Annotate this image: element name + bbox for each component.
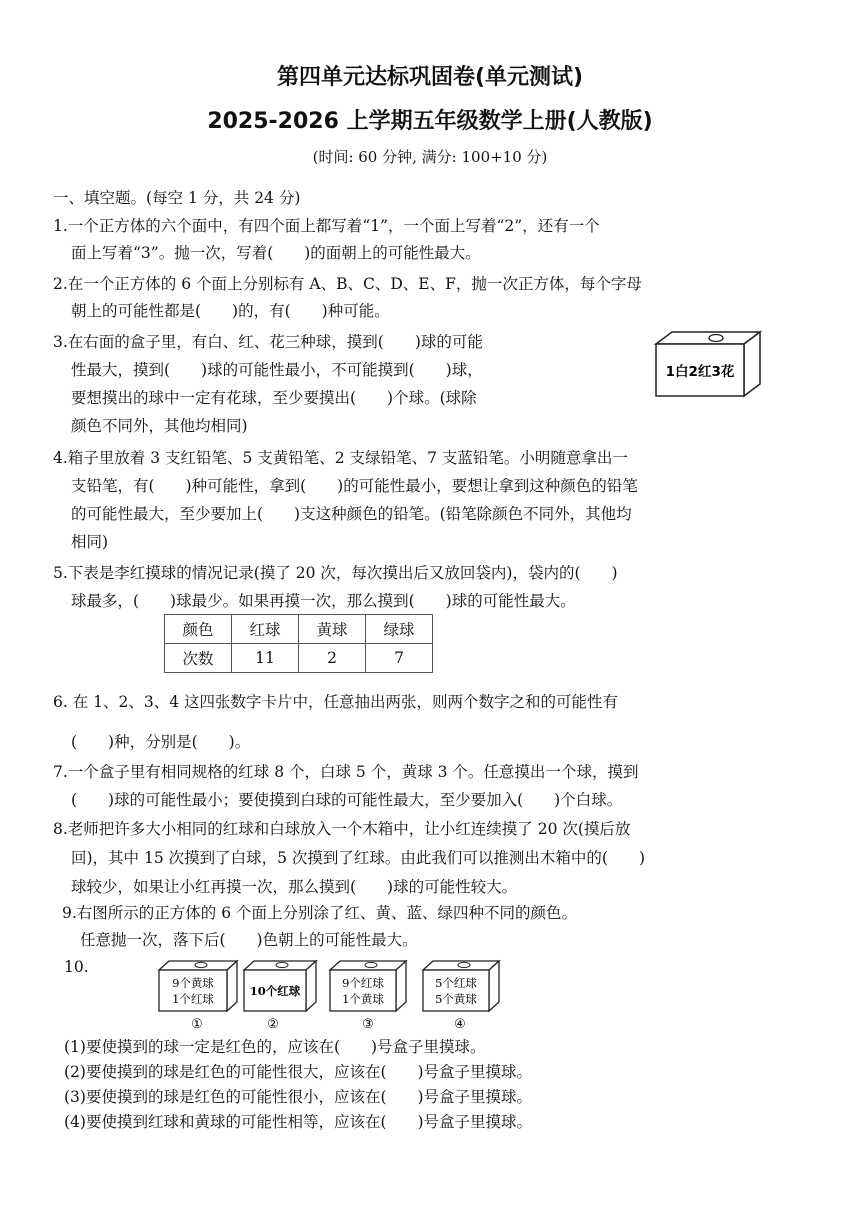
q1-line2: 面上写着“3”。抛一次，写着( )的面朝上的可能性最大。	[71, 244, 481, 262]
box-label-line2: 1个红球	[172, 992, 214, 1006]
q9-line1: 9.右图所示的正方体的 6 个面上分别涂了红、黄、蓝、绿四种不同的颜色。	[62, 904, 578, 922]
q7-line1: 7.一个盒子里有相同规格的红球 8 个，白球 5 个，黄球 3 个。任意摸出一个球，摸到	[53, 763, 639, 781]
box-label-line2: 5个黄球	[435, 992, 477, 1006]
box-number: ②	[267, 1017, 279, 1032]
q2-line1: 2.在一个正方体的 6 个面上分别标有 A、B、C、D、E、F，抛一次正方体，每个字母	[53, 275, 642, 293]
q5-line1: 5.下表是李红摸球的情况记录(摸了 20 次，每次摸出后又放回袋内)，袋内的( )	[53, 564, 618, 582]
q10-number: 10.	[64, 958, 89, 976]
q10-boxes-illustration	[155, 958, 505, 1033]
box-number: ③	[362, 1017, 374, 1032]
q3-line4: 颜色不同外，其他均相同)	[71, 417, 248, 435]
box-label-line1: 10个红球	[249, 984, 301, 998]
exam-subtitle: 2025-2026 上学期五年级数学上册(人教版)	[207, 109, 653, 134]
box-2	[244, 961, 316, 1032]
q4-line1: 4.箱子里放着 3 支红铅笔、5 支黄铅笔、2 支绿铅笔、7 支蓝铅笔。小明随意拿出一	[53, 449, 628, 467]
exam-title: 第四单元达标巩固卷(单元测试)	[276, 65, 584, 90]
q4-line3: 的可能性最大，至少要加上( )支这种颜色的铅笔。(铅笔除颜色不同外，其他均	[71, 505, 632, 523]
q4-line4: 相同)	[71, 533, 109, 551]
q7-line2: ( )球的可能性最小；要使摸到白球的可能性最大，至少要加入( )个白球。	[71, 791, 623, 809]
table-header-row	[165, 615, 433, 644]
table-cell: 红球	[232, 615, 299, 644]
q6-line2: ( )种，分别是( )。	[71, 733, 251, 751]
exam-time-score: (时间: 60 分钟, 满分: 100+10 分)	[312, 148, 548, 166]
section-heading: 一、填空题。(每空 1 分，共 24 分)	[53, 189, 301, 207]
q3-line3: 要想摸出的球中一定有花球，至少要摸出( )个球。(球除	[71, 389, 477, 407]
table-cell: 黄球	[299, 615, 366, 644]
q3-line2: 性最大，摸到( )球的可能性最小，不可能摸到( )球，	[71, 361, 483, 379]
box-label-line1: 9个红球	[342, 976, 384, 990]
q4-line2: 支铅笔，有( )种可能性，拿到( )的可能性最小，要想让拿到这种颜色的铅笔	[71, 477, 638, 495]
q8-line3: 球较少，如果让小红再摸一次，那么摸到( )球的可能性较大。	[71, 878, 518, 896]
box-3	[330, 961, 406, 1032]
q5-line2: 球最多，( )球最少。如果再摸一次，那么摸到( )球的可能性最大。	[71, 592, 576, 610]
q10-sub4: (4)要使摸到红球和黄球的可能性相等，应该在( )号盒子里摸球。	[64, 1113, 533, 1131]
table-cell: 颜色	[165, 615, 232, 644]
box-label-line1: 9个黄球	[172, 976, 214, 990]
q8-line1: 8.老师把许多大小相同的红球和白球放入一个木箱中，让小红连续摸了 20 次(摸后放	[53, 820, 631, 838]
box-label-line2: 1个黄球	[342, 992, 384, 1006]
q8-line2: 回)，其中 15 次摸到了白球，5 次摸到了红球。由此我们可以推测出木箱中的( )	[71, 849, 646, 867]
q1-line1: 1.一个正方体的六个面中，有四个面上都写着“1”，一个面上写着“2”，还有一个	[53, 217, 600, 235]
box-label: 1白2红3花	[665, 364, 735, 380]
q3-line1: 3.在右面的盒子里，有白、红、花三种球，摸到( )球的可能	[53, 333, 483, 351]
box-number: ④	[454, 1017, 466, 1032]
table-row	[165, 644, 433, 673]
ball-record-table	[164, 614, 433, 673]
table-cell: 次数	[165, 644, 232, 673]
q2-line2: 朝上的可能性都是( )的，有( )种可能。	[71, 302, 390, 320]
table-cell: 7	[366, 644, 433, 673]
box-4	[423, 961, 499, 1032]
table-cell: 绿球	[366, 615, 433, 644]
box-number: ①	[191, 1017, 203, 1032]
q9-line2: 任意抛一次，落下后( )色朝上的可能性最大。	[80, 931, 418, 949]
table-cell: 11	[232, 644, 299, 673]
ball-box-illustration	[650, 328, 765, 400]
q6-line1: 6. 在 1、2、3、4 这四张数字卡片中，任意抽出两张，则两个数字之和的可能性有	[53, 693, 619, 711]
box-1	[159, 961, 237, 1032]
q10-sub3: (3)要使摸到的球是红色的可能性很小，应该在( )号盒子里摸球。	[64, 1088, 533, 1106]
q10-sub2: (2)要使摸到的球是红色的可能性很大，应该在( )号盒子里摸球。	[64, 1063, 533, 1081]
q10-sub1: (1)要使摸到的球一定是红色的，应该在( )号盒子里摸球。	[64, 1038, 486, 1056]
box-label-line1: 5个红球	[435, 976, 477, 990]
table-cell: 2	[299, 644, 366, 673]
